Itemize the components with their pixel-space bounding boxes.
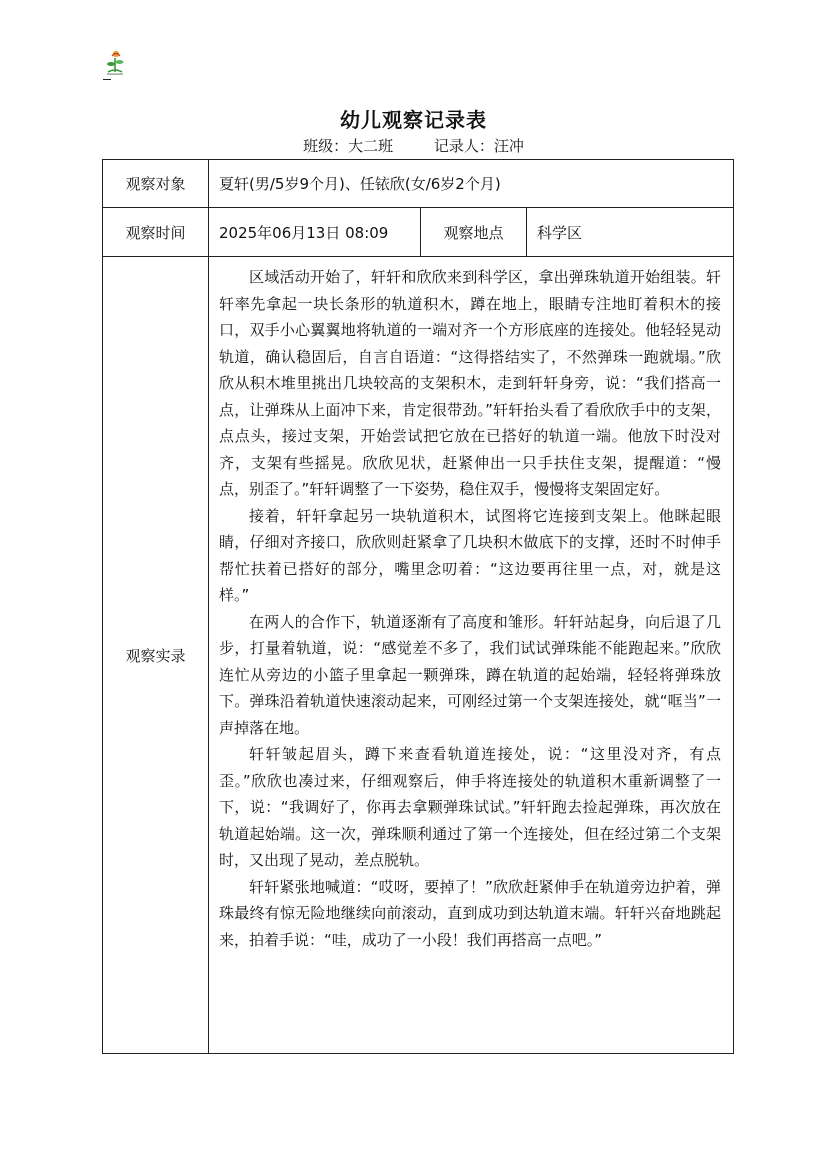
table-row [103, 257, 734, 1054]
record-paragraph-4: 轩轩皱起眉头，蹲下来查看轨道连接处，说：“这里没对齐，有点歪。”欣欣也凑过来，仔细观察后，伸手将连接处的轨道积木重新调整了一下，说：“我调好了，你再去拿颗弹珠试试。”轩轩跑去捡起弹珠，再次放在轨道起始端。这一次，弹珠顺利通过了第一个连接处，但在经过第二个支架时，又出现了晃动，差点脱轨。 [219, 745, 722, 869]
kindergarten-logo-icon [103, 48, 127, 82]
record-paragraph-1: 区域活动开始了，轩轩和欣欣来到科学区，拿出弹珠轨道开始组装。轩轩率先拿起一块长条形的轨道积木，蹲在地上，眼睛专注地盯着积木的接口，双手小心翼翼地将轨道的一端对齐一个方形底座的连接处。他轻轻晃动轨道，确认稳固后，自言自语道：“这得搭结实了，不然弹珠一跑就塌。”欣欣从积木堆里挑出几块较高的支架积木，走到轩轩身旁，说：“我们搭高一点，让弹珠从上面冲下来，肯定很带劲。”轩轩抬头看了看欣欣手中的支架，点点头，接过支架，开始尝试把它放在已搭好的轨道一端。他放下时没对齐，支架有些摇晃。欣欣见状，赶紧伸出一只手扶住支架，提醒道：“慢点，别歪了。”轩轩调整了一下姿势，稳住双手，慢慢将支架固定好。 [219, 268, 722, 498]
record-label: 观察实录 [103, 257, 209, 1054]
table-row [103, 160, 734, 208]
place-label: 观察地点 [421, 208, 527, 257]
record-paragraph-5: 轩轩紧张地喊道：“哎呀，要掉了！”欣欣赶紧伸手在轨道旁边护着，弹珠最终有惊无险地继续向前滚动，直到成功到达轨道末端。轩轩兴奋地跳起来，拍着手说：“哇，成功了一小段！我们再搭高一点吧。” [219, 877, 722, 949]
table-row [103, 208, 734, 257]
page-title: 幼儿观察记录表 [340, 108, 487, 132]
recorder-info: 记录人：汪冲 [433, 137, 524, 155]
time-value: 2025年06月13日 08:09 [209, 208, 421, 257]
record-paragraph-2: 接着，轩轩拿起另一块轨道积木，试图将它连接到支架上。他眯起眼睛，仔细对齐接口，欣欣则赶紧拿了几块积木做底下的支撑，还时不时伸手帮忙扶着已搭好的部分，嘴里念叨着：“这边要再往里一点，对，就是这样。” [219, 506, 722, 604]
record-paragraph-3: 在两人的合作下，轨道逐渐有了高度和雏形。轩轩站起身，向后退了几步，打量着轨道，说：“感觉差不多了，我们试试弹珠能不能跑起来。”欣欣连忙从旁边的小篮子里拿起一颗弹珠，蹲在轨道的起始端，轻轻将弹珠放下。弹珠沿着轨道快速滚动起来，可刚经过第一个支架连接处，就“哐当”一声掉落在地。 [219, 612, 722, 737]
subtitle [0, 135, 827, 156]
subject-value: 夏轩(男/5岁9个月)、任铱欣(女/6岁2个月) [209, 160, 734, 208]
observation-table [102, 159, 734, 1054]
time-label: 观察时间 [103, 208, 209, 257]
class-info: 班级：大二班 [303, 137, 394, 155]
record-content [209, 257, 734, 1054]
subject-label: 观察对象 [103, 160, 209, 208]
place-value: 科学区 [527, 208, 734, 257]
